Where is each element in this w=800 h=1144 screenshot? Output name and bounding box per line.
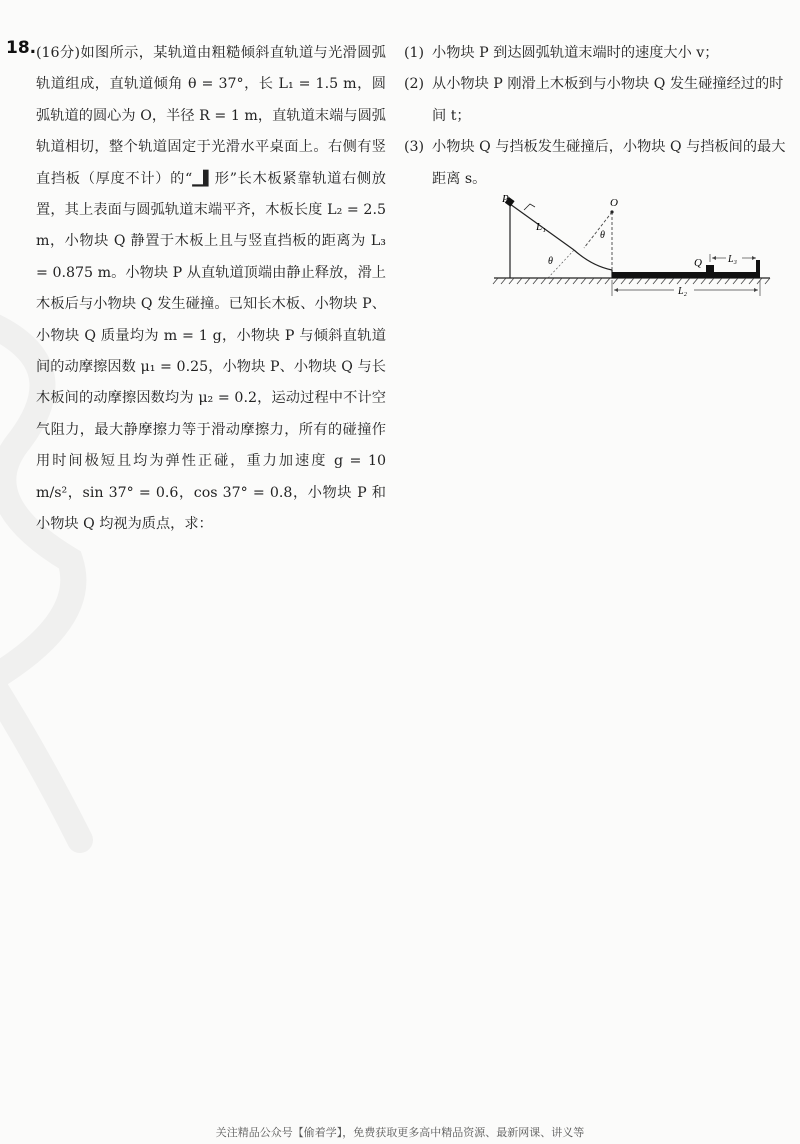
track-diagram — [488, 192, 778, 302]
inclined-track — [510, 204, 612, 278]
center-point-o — [610, 210, 613, 213]
radius-lines — [548, 212, 612, 278]
question-number: 18. — [6, 38, 37, 58]
sub-question-1 — [404, 38, 788, 69]
label-p: P — [502, 193, 509, 205]
ground-line — [493, 278, 770, 284]
question-body-column — [36, 38, 386, 541]
sub-question-text: 从小物块 P 刚滑上木板到与小物块 Q 发生碰撞经过的时间 t； — [432, 76, 784, 124]
label-l1: L₁ — [536, 221, 546, 233]
label-theta-incline: θ — [548, 256, 553, 267]
l1-dimension-marker — [524, 204, 535, 210]
question-body: (16分)如图所示，某轨道由粗糙倾斜直轨道与光滑圆弧轨道组成，直轨道倾角 θ = 37°，长 L₁ = 1.5 m，圆弧轨道的圆心为 O，半径 R = 1 m，直轨道末端与圆弧轨道相切，整个轨道固定于光滑水平桌面上。右侧有竖直挡板（厚度不计）的“▁▌形”长木板紧靠轨道右侧放置，其上表面与圆弧轨道末端平齐，木板长度 L₂ = 2.5 m，小物块 Q 静置于木板上且与竖直挡板的距离为 L₃ = 0.875 m。小物块 P 从直轨道顶端由静止释放，滑上木板后与小物块 Q 发生碰撞。已知长木板、小物块 P、小物块 Q 质量均为 m = 1 g，小物块 P 与倾斜直轨道间的动摩擦因数 μ₁ = 0.25，小物块 P、小物块 Q 与长木板间的动摩擦因数均为 μ₂ = 0.2，运动过程中不计空气阻力，最大静摩擦力等于滑动摩擦力，所有的碰撞作用时间极短且均为弹性正碰，重力加速度 g = 10 m/s²，sin 37° = 0.6，cos 37° = 0.8，小物块 P 和小物块 Q 均视为质点，求： — [36, 45, 386, 533]
sub-question-number: (2) — [404, 76, 425, 93]
block-q — [706, 265, 714, 272]
label-l2: L₂ — [678, 286, 688, 297]
sub-question-number: (3) — [404, 139, 425, 156]
label-theta-center: θ — [600, 230, 605, 241]
sub-question-3 — [404, 132, 788, 195]
label-o: O — [610, 197, 618, 209]
sub-questions-column — [404, 38, 788, 195]
sub-question-2 — [404, 69, 788, 132]
sub-question-number: (1) — [404, 45, 425, 61]
long-board — [612, 260, 760, 278]
sub-question-text: 小物块 Q 与挡板发生碰撞后，小物块 Q 与挡板间的最大距离 s。 — [432, 139, 786, 187]
sub-question-text: 小物块 P 到达圆弧轨道末端时的速度大小 v； — [432, 45, 719, 61]
footer-note: 关注精品公众号【偷着学】，免费获取更多高中精品资源、最新网课、讲义等 — [215, 1126, 585, 1139]
label-q: Q — [694, 257, 702, 269]
label-l3: L₃ — [728, 254, 738, 265]
